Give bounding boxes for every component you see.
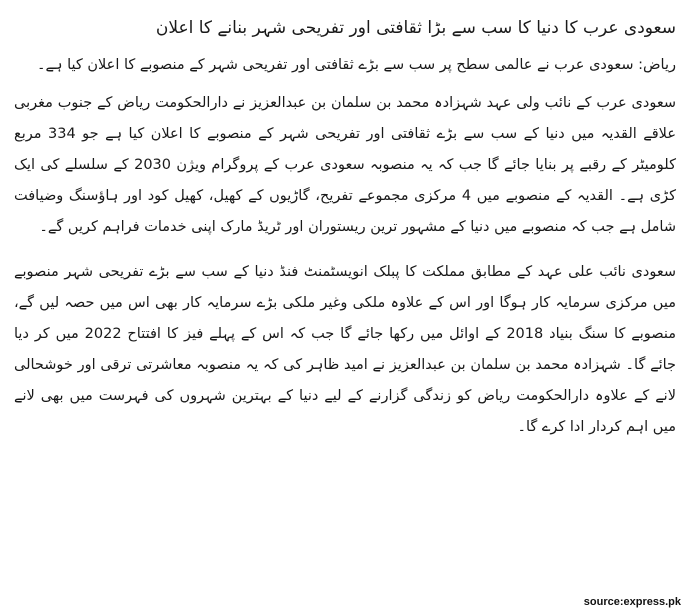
- source-credit: source:express.pk: [583, 596, 681, 608]
- article: [14, 8, 676, 457]
- article-paragraph-2: سعودی نائب علی عہد کے مطابق مملکت کا پبلک انویسٹمنٹ فنڈ دنیا کے سب سے بڑے تفریحی شہر منصوبے میں مرکزی سرمایہ کار ہوگا اور اس کے علاوہ ملکی وغیر ملکی بڑے سرمایہ کار بھی اس میں حصہ لیں گے، منصوبے کا سنگ بنیاد 2018 کے اوائل میں رکھا جائے گا جب کہ اس کے پہلے فیز کا افتتاح 2022 میں کر دیا جائے گا۔ شہزادہ محمد بن سلمان بن عبدالعزیز نے امید ظاہر کی کہ یہ منصوبہ معاشرتی ترقی اور خوشحالی لانے کے علاوہ دارالحکومت ریاض کو زندگی گزارنے کے لیے دنیا کے بہترین شہروں کی فہرست میں بھی لانے میں اہم کردار ادا کرے گا۔: [14, 264, 676, 435]
- article-headline: سعودی عرب کا دنیا کا سب سے بڑا ثقافتی اور تفریحی شہر بنانے کا اعلان: [155, 18, 676, 38]
- article-paragraph-1: سعودی عرب کے نائب ولی عہد شہزادہ محمد بن سلمان بن عبدالعزیز نے دارالحکومت ریاض کے جنوب مغربی علاقے القدیہ میں دنیا کے سب سے بڑے ثقافتی اور تفریحی شہر کے منصوبے کا اعلان کیا ہے جو 334 مربع کلومیٹر کے رقبے پر بنایا جائے گا جب کہ یہ منصوبہ سعودی عرب کے پروگرام ویژن 2030 کے سلسلے کی ایک کڑی ہے۔ القدیہ کے منصوبے میں 4 مرکزی مجموعے تفریح، گاڑیوں کے کھیل، کھیل کود اور ہاؤسنگ وضیافت شامل ہے جب کہ منصوبے میں دنیا کے مشہور ترین ریستوران اور ٹریڈ مارک اپنی خدمات فراہم کریں گے۔: [14, 95, 677, 235]
- article-lead: ریاض: سعودی عرب نے عالمی سطح پر سب سے بڑے ثقافتی اور تفریحی شہر کے منصوبے کا اعلان کیا ہے۔: [36, 57, 676, 73]
